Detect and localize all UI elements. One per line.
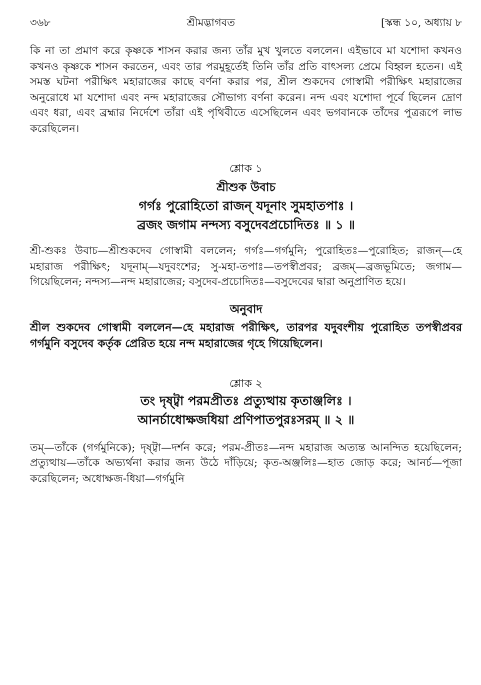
synonyms-paragraph: তম্—তাঁকে (গর্গমুনিকে); দৃষ্ট্বা—দর্শন করে; পরম-প্রীতঃ—নন্দ মহারাজ অত্যন্ত আনন্দিত হয়েছিলেন; প্রত্যুত্থায়—তাঁকে অভ্যর্থনা করার জন্য উঠে দাঁড়িয়ে; কৃত-অঞ্জলিঃ—হাত জোড় করে; আনর্চ—পূজা করেছিলেন; অধোক্ষজ-ধিয়া—গর্গমুনি <box>30 441 462 485</box>
verse-line: তং দৃষ্ট্বা পরমপ্রীতঃ প্রত্যুত্থায় কৃতাঞ্জলিঃ । <box>140 392 352 408</box>
section-label: [স্কন্ধ ১০, অধ্যায় ৮ <box>380 17 462 29</box>
purport-paragraph: কি না তা প্রমাণ করে কৃষ্ণকে শাসন করার জন্য তাঁর মুখ খুলতে বললেন। এইভাবে মা যশোদা কখনও কখনও কৃষ্ণকে শাসন করতেন, এবং তার পরমুহূর্তেই তিনি তাঁর প্রতি বাৎসল্য প্রেমে বিহ্বল হতেন। এই সমস্ত ঘটনা পরীক্ষিৎ মহারাজের কাছে বর্ণনা করার পর, শ্রীল শুকদেব গোস্বামী পরীক্ষিৎ মহারাজের অনুরোধে মা যশোদা এবং নন্দ মহারাজের সৌভাগ্য বর্ণনা করেন। নন্দ এবং যশোদা পূর্বে ছিলেন দ্রোণ এবং ধরা, এবং ব্রহ্মার নির্দেশে তাঁরা এই পৃথিবীতে এসেছিলেন এবং ভগবানকে তাঁদের পুত্ররূপে লাভ করেছিলেন। <box>30 45 462 135</box>
book-page <box>30 16 462 487</box>
verse-number: শ্লোক ১ <box>229 162 263 175</box>
translation-heading: অনুবাদ <box>229 301 263 316</box>
book-title: শ্রীমদ্ভাগবত <box>186 17 236 29</box>
page-number: ৩৬৮ <box>30 17 51 29</box>
verse-line: আনর্চাধোক্ষজধিয়া প্রণিপাতপুরঃসরম্ ॥ ২ ॥ <box>137 411 355 427</box>
verse-speaker: শ্রীশুক উবাচ <box>216 180 276 194</box>
synonyms-paragraph: শ্রী-শুকঃ উবাচ—শ্রীশুকদেব গোস্বামী বললেন; গর্গঃ—গর্গমুনি; পুরোহিতঃ—পুরোহিত; রাজন্—হে মহারাজ পরীক্ষিৎ; যদূনাম্—যদুবংশের; সু-মহা-তপাঃ—তপস্বীপ্রবর; ব্রজম্—ব্রজভূমিতে; জগাম—গিয়েছিলেন; নন্দস্য—নন্দ মহারাজের; বসুদেব-প্রচোদিতঃ—বসুদেবের দ্বারা অনুপ্রাণিত হয়ে। <box>30 245 462 288</box>
translation-paragraph: শ্রীল শুকদেব গোস্বামী বললেন—হে মহারাজ পরীক্ষিৎ, তারপর যদুবংশীয় পুরোহিত তপস্বীপ্রবর গর্গমুনি বসুদেব কর্তৃক প্রেরিত হয়ে নন্দ মহারাজের গৃহে গিয়েছিলেন। <box>30 320 462 350</box>
verse-line: ব্রজং জগাম নন্দস্য বসুদেবপ্রচোদিতঃ ॥ ১ ॥ <box>137 217 355 232</box>
page-header <box>30 16 462 30</box>
verse-line: গর্গঃ পুরোহিতো রাজন্ যদূনাং সুমহাতপাঃ । <box>138 198 354 213</box>
verse-number: শ্লোক ২ <box>229 376 263 390</box>
